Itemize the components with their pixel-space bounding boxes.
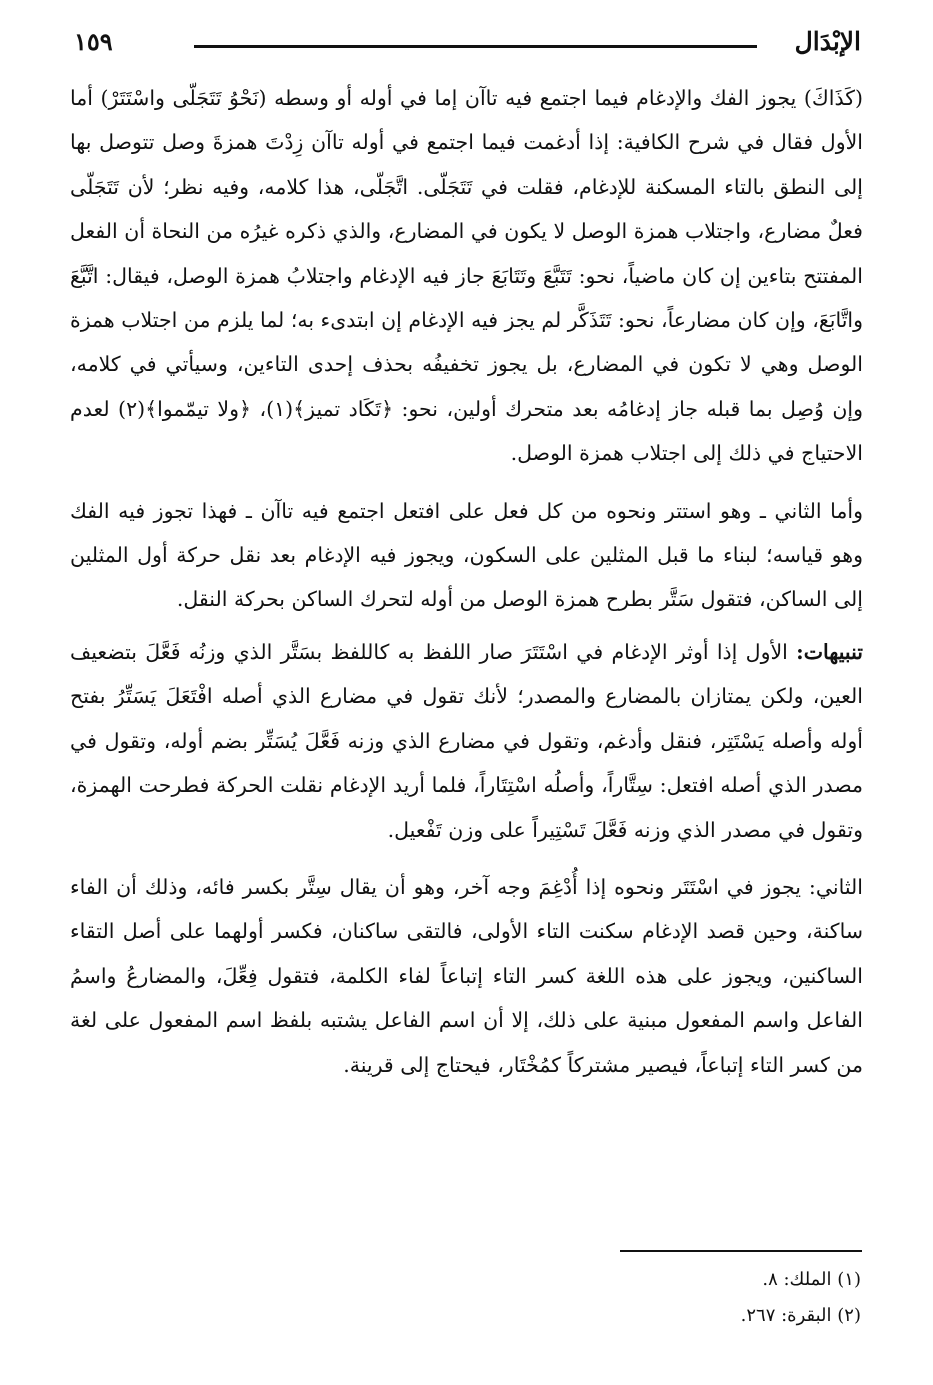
chapter-title: الإبْدَال (794, 27, 861, 56)
footnotes (300, 1262, 861, 1334)
paragraph-kadhaka (70, 76, 863, 476)
paragraph-text: الأول إذا أوثر الإدغام في اسْتَتَرَ صار اللفظ به كاللفظ بسَتَّر الذي وزنُه فَعَّلَ بتضعيف العين، ولكن يمتازان بالمضارع والمصدر؛ لأنك تقول في مضارع الذي أصله افْتَعَلَ يَسَتِّرُ بفتح أوله وأصله يَسْتَتِر، فنقل وأدغم، وتقول في مضارع الذي وزنه فَعَّلَ يُسَتِّر بضم أوله، وتقول في مصدر الذي أصله افتعل: سِتَّاراً، وأصلُه اسْتِتَاراً، فلما أريد الإدغام نقلت الحركة فطرحت الهمزة، وتقول في مصدر الذي وزنه فَعَّلَ تَسْتِيراً على وزن تَفْعيل. (70, 639, 863, 842)
paragraph-notes-second (70, 865, 863, 1087)
paragraph-text: وأما الثاني ـ وهو استتر ونحوه من كل فعل على افتعل اجتمع فيه تاآن ـ فهذا تجوز فيه الفك وهو قياسه؛ لبناء ما قبل المثلين على السكون، ويجوز فيه الإدغام بعد نقل حركة أول المثلين إلى الساكن، فتقول سَتَّر بطرح همزة الوصل من أوله لتحرك الساكن بحركة النقل. (70, 498, 863, 612)
paragraph-text: الثاني: يجوز في اسْتَتَر ونحوه إذا أُدْغِمَ وجه آخر، وهو أن يقال سِتَّر بكسر فائه، وذلك أن الفاء ساكنة، وحين قصد الإدغام سكنت التاء الأولى، فالتقى ساكنان، فكسر أولهما على أصل التقاء الساكنين، ويجوز على هذه اللغة كسر التاء إتباعاً لفاء الكلمة، فتقول فِعِّلَ، والمضارعُ واسمُ الفاعل واسم المفعول مبنية على ذلك، إلا أن اسم الفاعل يشتبه بلفظ اسم المفعول على لغة من كسر التاء إتباعاً، فيصير مشتركاً كمُخْتَار، فيحتاج إلى قرينة. (70, 874, 863, 1077)
footnote-1: (١) الملك: ٨. (762, 1269, 861, 1290)
paragraph-text: (كَذَاكَ) يجوز الفك والإدغام فيما اجتمع فيه تاآن إما في أوله أو وسطه (نَحْوُ تَتَجَلّى واسْتَتَرْ) أما الأول فقال في شرح الكافية: إذا أدغمت فيما اجتمع في أوله تاآن زِدْتَ همزةَ وصل تتوصل بها إلى النطق بالتاء المسكنة للإدغام، فقلت في تَتَجَلّى. اتَّجَلّى، هذا كلامه، وفيه نظر؛ لأن تَتَجَلّى فعلٌ مضارع، واجتلاب همزة الوصل لا يكون في المضارع، والذي ذكره غيرُه من النحاة أن الفعل المفتتح بتاءين إن كان ماضياً، نحو: تَتَبَّعَ وتَتَابَعَ جاز فيه الإدغام واجتلابُ همزة الوصل، فيقال: اتَّبَّعَ واتَّابَعَ، وإن كان مضارعاً، نحو: تَتَذَكَّر لم يجز فيه الإدغام إن ابتدىء به؛ لما يلزم من اجتلاب همزة الوصل وهي لا تكون في المضارع، بل يجوز تخفيفُه بحذف إحدى التاءين، وسيأتي في كلامه، وإن وُصِل بما قبله جاز إدغامُه بعد متحرك أولين، نحو: ﴿تَكَاد تميز﴾(١)، ﴿ولا تيمّموا﴾(٢) لعدم الاحتياج في ذلك إلى اجتلاب همزة الوصل. (70, 86, 864, 466)
header-rule (194, 45, 757, 48)
page-header (74, 26, 861, 60)
paragraph-second-case (70, 489, 863, 622)
page-number: ١٥٩ (74, 27, 113, 56)
footnote-2: (٢) البقرة: ٢٦٧. (740, 1305, 861, 1326)
main-text (70, 76, 863, 1087)
notes-heading: تنبيهات: (796, 639, 863, 664)
footnote-separator (620, 1250, 862, 1252)
paragraph-notes-first (70, 630, 863, 852)
